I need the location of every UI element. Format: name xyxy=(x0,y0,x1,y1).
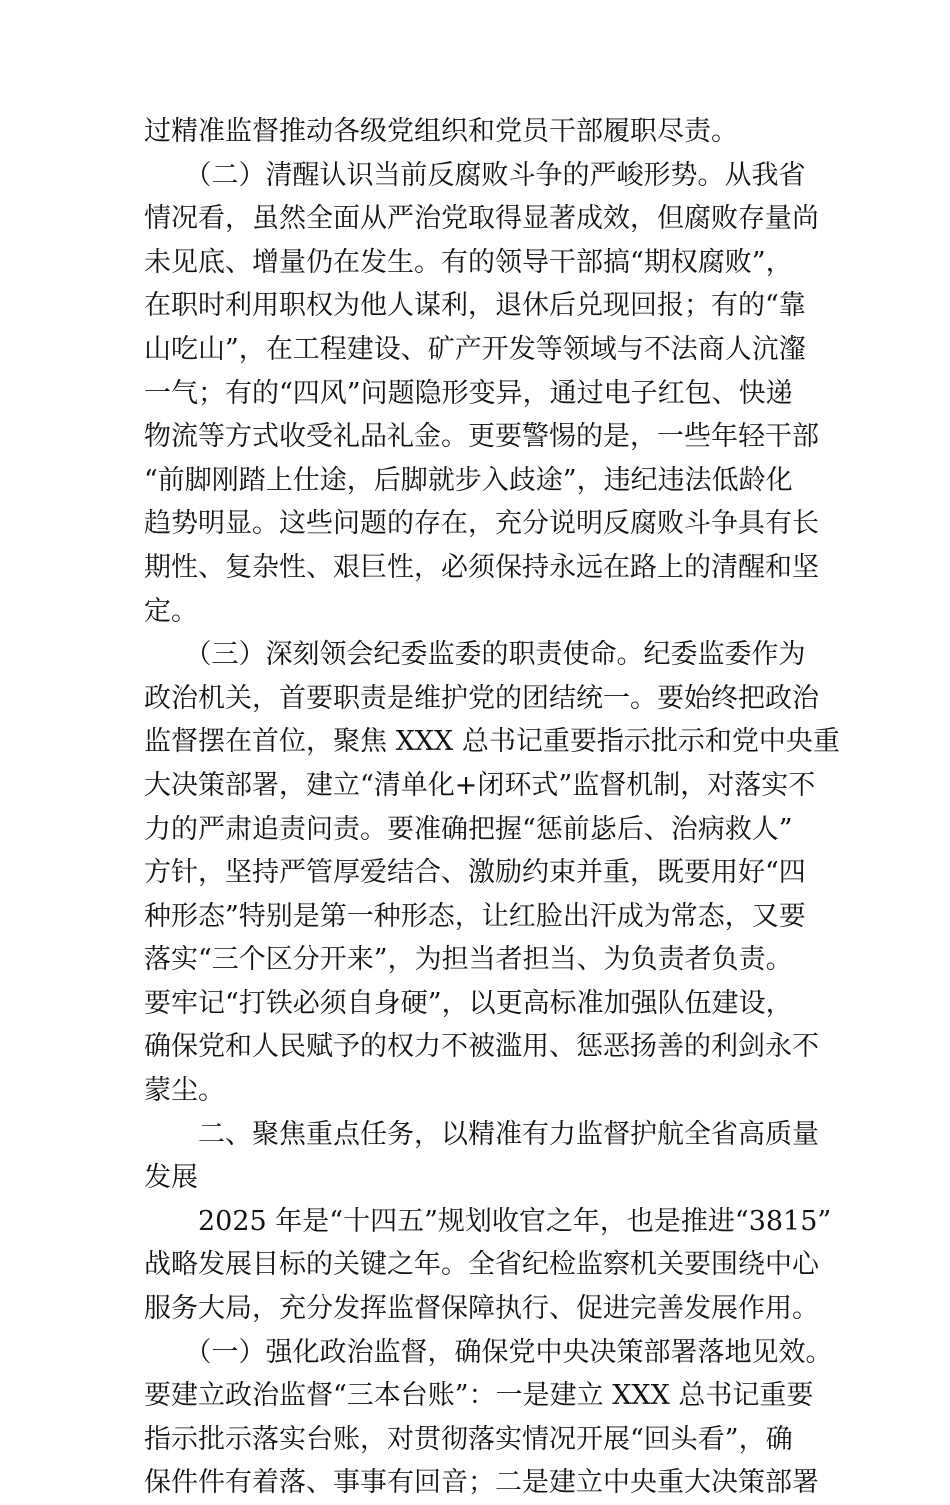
text-line: 政治机关，首要职责是维护党的团结统一。要始终把政治 xyxy=(144,682,819,714)
text-line: 趋势明显。这些问题的存在，充分说明反腐败斗争具有长 xyxy=(144,508,819,540)
text-line: 力的严肃追责问责。要准确把握“惩前毖后、治病救人” xyxy=(144,813,793,845)
text-line: 定。 xyxy=(144,595,198,627)
text-line: 方针，坚持严管厚爱结合、激励约束并重，既要用好“四 xyxy=(144,857,806,889)
text-line: 要牢记“打铁必须自身硬”，以更高标准加强队伍建设， xyxy=(144,987,793,1019)
text-line: 战略发展目标的关键之年。全省纪检监察机关要围绕中心 xyxy=(144,1249,819,1281)
text-line: 蒙尘。 xyxy=(144,1075,225,1107)
text-line: 种形态”特别是第一种形态，让红脸出汗成为常态，又要 xyxy=(144,900,806,932)
text-line: 发展 xyxy=(144,1162,198,1194)
text-line: 物流等方式收受礼品礼金。更要警惕的是，一些年轻干部 xyxy=(144,421,819,453)
text-line: 指示批示落实台账，对贯彻落实情况开展“回头看”，确 xyxy=(144,1423,793,1455)
text-line: 在职时利用职权为他人谋利，退休后兑现回报；有的“靠 xyxy=(144,290,806,322)
text-line: 确保党和人民赋予的权力不被滥用、惩恶扬善的利剑永不 xyxy=(144,1031,819,1063)
text-line: 过精准监督推动各级党组织和党员干部履职尽责。 xyxy=(144,116,738,147)
text-line: 期性、复杂性、艰巨性，必须保持永远在路上的清醒和坚 xyxy=(144,551,819,583)
text-line: 落实“三个区分开来”，为担当者担当、为负责者负责。 xyxy=(144,944,793,976)
text-line: （三）深刻领会纪委监委的职责使命。纪委监委作为 xyxy=(144,639,806,671)
text-line: （二）清醒认识当前反腐败斗争的严峻形势。从我省 xyxy=(144,159,806,191)
text-line: （一）强化政治监督，确保党中央决策部署落地见效。 xyxy=(144,1336,833,1368)
text-line: “前脚刚踏上仕途，后脚就步入歧途”，违纪违法低龄化 xyxy=(144,464,793,496)
text-line: 一气；有的“四风”问题隐形变异，通过电子红包、快递 xyxy=(144,377,793,409)
text-line: 保件件有着落、事事有回音；二是建立中央重大决策部署 xyxy=(144,1467,819,1499)
document-body xyxy=(144,110,840,1505)
text-line: 二、聚焦重点任务，以精准有力监督护航全省高质量 xyxy=(144,1118,819,1150)
text-line: 服务大局，充分发挥监督保障执行、促进完善发展作用。 xyxy=(144,1293,819,1325)
text-line: 大决策部署，建立“清单化+闭环式”监督机制，对落实不 xyxy=(144,769,816,801)
text-line: 监督摆在首位，聚焦 XXX 总书记重要指示批示和党中央重 xyxy=(144,726,840,758)
text-line: 山吃山”，在工程建设、矿产开发等领域与不法商人沆瀣 xyxy=(144,333,806,365)
text-line: 要建立政治监督“三本台账”：一是建立 XXX 总书记重要 xyxy=(144,1380,814,1412)
text-line: 2025 年是“十四五”规划收官之年，也是推进“3815” xyxy=(144,1205,832,1237)
text-line: 情况看，虽然全面从严治党取得显著成效，但腐败存量尚 xyxy=(144,203,819,235)
text-line: 未见底、增量仍在发生。有的领导干部搞“期权腐败”， xyxy=(144,246,793,278)
